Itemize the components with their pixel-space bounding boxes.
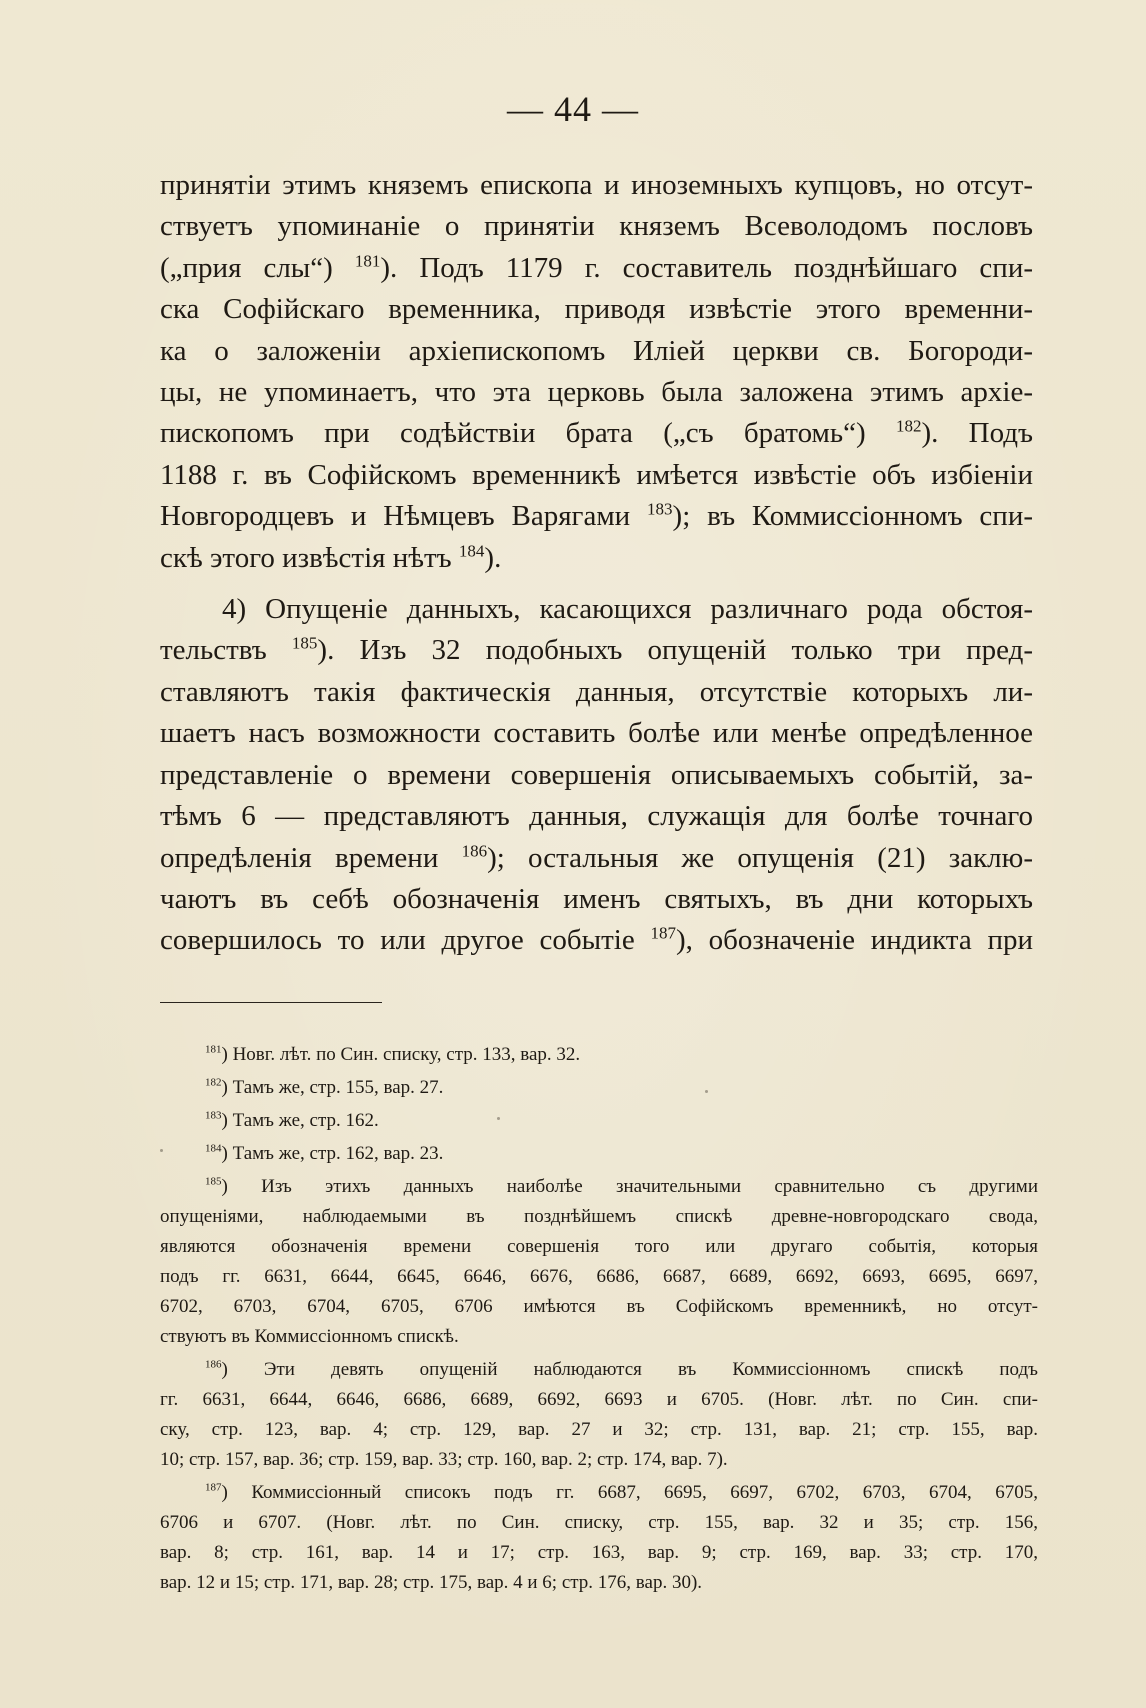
page-number: — 44 — bbox=[507, 89, 639, 129]
text-line: тельствъ $^{185}$). Изъ 32 подобныхъ опущеній только три пред- bbox=[160, 633, 1033, 667]
footnote-line: опущеніями, наблюдаемыми въ позднѣйшемъ спискѣ древне-новгородскаго свода, bbox=[160, 1206, 1038, 1227]
footnotes bbox=[160, 1040, 1038, 1598]
footnote-line: $^{184}$) Тамъ же, стр. 162, вар. 23. bbox=[205, 1142, 444, 1164]
footnote-line: подъ гг. 6631, 6644, 6645, 6646, 6676, 6686, 6687, 6689, 6692, 6693, 6695, 6697, bbox=[160, 1266, 1038, 1287]
print-speck bbox=[705, 1090, 708, 1093]
paragraph-gap bbox=[160, 579, 1033, 589]
text-line: 1188 г. въ Софійскомъ временникѣ имѣется извѣстіе объ избіеніи bbox=[160, 458, 1033, 491]
footnote-line: $^{185}$) Изъ этихъ данныхъ наиболѣе значительными сравнительно съ другими bbox=[205, 1175, 1038, 1197]
footnote-line: ствуютъ въ Коммиссіонномъ спискѣ. bbox=[160, 1326, 459, 1347]
text-line: опредѣленія времени $^{186}$); остальныя же опущенія (21) заклю- bbox=[160, 840, 1033, 874]
text-line: совершилось то или другое событіе $^{187}$), обозначеніе индикта при bbox=[160, 923, 1033, 957]
footnote-divider bbox=[160, 1002, 382, 1003]
text-line: шаетъ насъ возможности составить болѣе или менѣе опредѣленное bbox=[160, 717, 1033, 750]
text-line: скѣ этого извѣстія нѣтъ $^{184}$). bbox=[160, 541, 502, 574]
text-line: принятіи этимъ княземъ епископа и иноземныхъ купцовъ, но отсут- bbox=[160, 169, 1033, 201]
footnote-line: 6706 и 6707. (Новг. лѣт. по Син. списку, стр. 155, вар. 32 и 35; стр. 156, bbox=[160, 1512, 1038, 1533]
footnote-line: $^{186}$) Эти девять опущеній наблюдаются въ Коммиссіонномъ спискѣ подъ bbox=[205, 1358, 1038, 1380]
footnote-line: $^{182}$) Тамъ же, стр. 155, вар. 27. bbox=[205, 1076, 444, 1098]
text-line: ка о заложеніи архіепископомъ Иліей церкви св. Богороди- bbox=[160, 334, 1033, 367]
footnote-line: вар. 12 и 15; стр. 171, вар. 28; стр. 175, вар. 4 и 6; стр. 176, вар. 30). bbox=[160, 1572, 703, 1593]
text-line: ствуетъ упоминаніе о принятіи княземъ Всеволодомъ пословъ bbox=[160, 210, 1033, 243]
footnote-line: являются обозначенія времени совершенія того или другаго событія, которыя bbox=[160, 1236, 1038, 1257]
text-line: пископомъ при содѣйствіи брата („съ братомь“) $^{182}$). Подъ bbox=[160, 416, 1033, 450]
footnote-line: гг. 6631, 6644, 6646, 6686, 6689, 6692, 6693 и 6705. (Новг. лѣт. по Син. спи- bbox=[160, 1389, 1038, 1410]
text-line: цы, не упоминаетъ, что эта церковь была заложена этимъ архіе- bbox=[160, 376, 1033, 409]
footnote-line: $^{183}$) Тамъ же, стр. 162. bbox=[205, 1109, 379, 1131]
text-line: представленіе о времени совершенія описываемыхъ событій, за- bbox=[160, 758, 1033, 791]
text-line: 4) Опущеніе данныхъ, касающихся различнаго рода обстоя- bbox=[222, 593, 1033, 626]
footnote-line: вар. 8; стр. 161, вар. 14 и 17; стр. 163, вар. 9; стр. 169, вар. 33; стр. 170, bbox=[160, 1542, 1038, 1563]
print-speck bbox=[497, 1117, 500, 1120]
text-line: ставляютъ такія фактическія данныя, отсутствіе которыхъ ли- bbox=[160, 675, 1033, 708]
footnote-line: $^{181}$) Новг. лѣт. по Син. списку, стр. 133, вар. 32. bbox=[205, 1043, 581, 1065]
footnote-line: $^{187}$) Коммиссіонный списокъ подъ гг. 6687, 6695, 6697, 6702, 6703, 6704, 6705, bbox=[205, 1481, 1038, 1503]
print-speck bbox=[160, 1149, 163, 1152]
footnote-line: ску, стр. 123, вар. 4; стр. 129, вар. 27 и 32; стр. 131, вар. 21; стр. 155, вар. bbox=[160, 1419, 1038, 1440]
footnote-line: 10; стр. 157, вар. 36; стр. 159, вар. 33; стр. 160, вар. 2; стр. 174, вар. 7). bbox=[160, 1449, 728, 1470]
text-line: („прия слы“) $^{181}$). Подъ 1179 г. составитель позднѣйшаго спи- bbox=[160, 251, 1033, 284]
main-text bbox=[160, 165, 1033, 962]
text-line: Новгородцевъ и Нѣмцевъ Варягами $^{183}$); въ Коммиссіонномъ спи- bbox=[160, 499, 1034, 533]
text-line: чаютъ въ себѣ обозначенія именъ святыхъ, въ дни которыхъ bbox=[160, 882, 1033, 915]
text-line: ска Софійскаго временника, приводя извѣстіе этого временни- bbox=[160, 293, 1033, 326]
footnote-line: 6702, 6703, 6704, 6705, 6706 имѣются въ Софійскомъ временникѣ, но отсут- bbox=[160, 1296, 1038, 1317]
text-line: тѣмъ 6 — представляютъ данныя, служащія для болѣе точнаго bbox=[160, 800, 1033, 833]
